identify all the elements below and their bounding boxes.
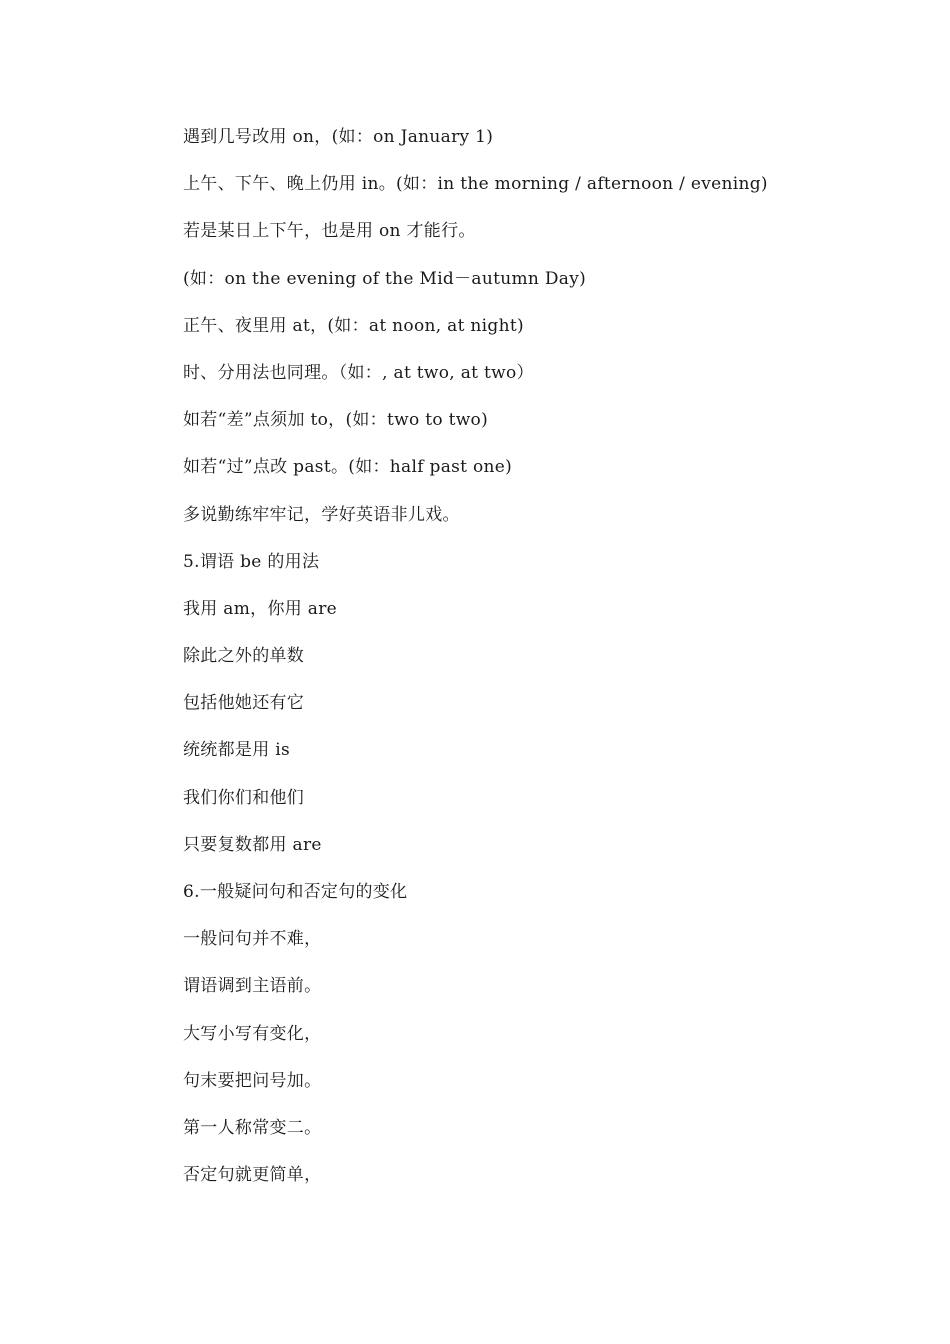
text-line: 第一人称常变二。 xyxy=(183,1117,322,1138)
section-heading: 6.一般疑问句和否定句的变化 xyxy=(183,882,408,902)
text-line: 上午、下午、晚上仍用 in。(如：in the morning / afternoon / evening) xyxy=(183,174,768,195)
text-line: 谓语调到主语前。 xyxy=(183,976,322,997)
text-line: 正午、夜里用 at，(如：at noon, at night) xyxy=(183,315,524,336)
section-heading: 5.谓语 be 的用法 xyxy=(183,551,320,572)
text-line: 如若“过”点改 past。(如：half past one) xyxy=(183,457,513,478)
text-line: 否定句就更简单， xyxy=(183,1165,322,1186)
text-line: 句末要把问号加。 xyxy=(183,1070,322,1091)
text-line: 时、分用法也同理。（如：, at two, at two） xyxy=(183,362,534,383)
text-line: 多说勤练牢牢记，学好英语非儿戏。 xyxy=(183,504,460,525)
text-line: 统统都是用 is xyxy=(183,740,290,761)
text-line: 一般问句并不难， xyxy=(183,929,322,950)
text-line: (如：on the evening of the Mid－autumn Day) xyxy=(183,268,587,289)
text-line: 如若“差”点须加 to，(如：two to two) xyxy=(183,410,489,431)
text-line: 遇到几号改用 on，(如：on January 1) xyxy=(183,127,494,147)
text-line: 只要复数都用 are xyxy=(183,834,322,855)
text-line: 大写小写有变化， xyxy=(183,1023,322,1044)
document-body xyxy=(183,124,903,1209)
text-line: 我们你们和他们 xyxy=(183,787,305,808)
text-line: 若是某日上下午，也是用 on 才能行。 xyxy=(183,221,476,242)
text-line: 除此之外的单数 xyxy=(183,646,305,667)
text-line: 我用 am，你用 are xyxy=(183,598,337,619)
text-line: 包括他她还有它 xyxy=(183,693,305,714)
